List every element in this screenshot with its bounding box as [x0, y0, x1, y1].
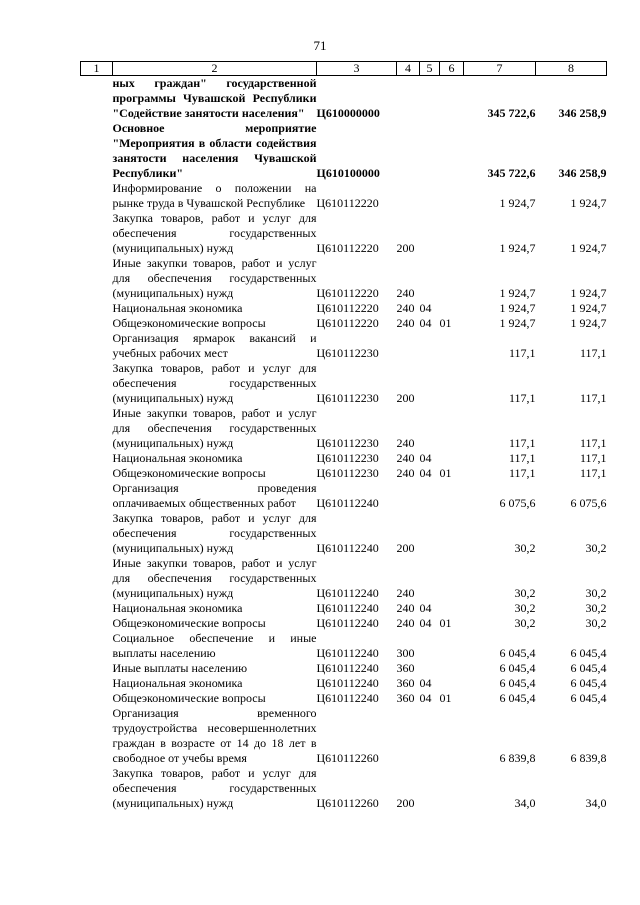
cell-target-code: Ц610112240	[316, 541, 379, 555]
table-row	[81, 211, 607, 256]
table-row	[81, 76, 607, 122]
cell-expense-type: 240	[396, 601, 415, 615]
cell-name: Закупка товаров, работ и услуг для обеспечения государственных (муниципальных) нужд	[112, 511, 317, 555]
cell-amount-col8: 117,1	[579, 466, 607, 480]
table-row	[81, 616, 607, 631]
column-header: 2	[113, 62, 317, 76]
cell-section	[420, 511, 440, 556]
cell-target-code: Ц610112220	[316, 301, 379, 315]
cell-amount-col7: 6 045,4	[499, 646, 536, 660]
cell-amount-col7: 345 722,6	[487, 166, 536, 180]
cell-subsection	[440, 451, 464, 466]
cell-expense-type: 300	[396, 646, 415, 660]
cell-amount-col7: 117,1	[508, 346, 536, 360]
cell-expense-type: 200	[396, 796, 415, 810]
cell-amount-col7: 345 722,6	[487, 106, 536, 120]
cell-name: Социальное обеспечение и иные выплаты населению	[112, 631, 317, 660]
cell-index	[81, 766, 113, 811]
table-row	[81, 766, 607, 811]
cell-name: Национальная экономика	[112, 676, 243, 690]
cell-amount-col7: 34,0	[514, 796, 536, 810]
cell-amount-col8: 117,1	[579, 346, 607, 360]
cell-amount-col8: 6 045,4	[570, 691, 607, 705]
cell-subsection	[440, 601, 464, 616]
cell-expense-type	[397, 76, 420, 122]
cell-index	[81, 361, 113, 406]
cell-name: Организация проведения оплачиваемых общественных работ	[112, 481, 317, 510]
cell-index	[81, 481, 113, 511]
cell-amount-col7: 117,1	[508, 466, 536, 480]
cell-amount-col7: 30,2	[514, 616, 536, 630]
cell-subsection	[440, 301, 464, 316]
cell-index	[81, 691, 113, 706]
table-row	[81, 706, 607, 766]
cell-name: Иные закупки товаров, работ и услуг для обеспечения государственных (муниципальных) нужд	[112, 256, 317, 300]
cell-section	[420, 76, 440, 122]
cell-subsection	[440, 676, 464, 691]
cell-section	[420, 481, 440, 511]
cell-expense-type	[397, 181, 420, 211]
cell-subsection	[440, 481, 464, 511]
cell-target-code: Ц610112240	[316, 586, 379, 600]
cell-subsection: 01	[439, 691, 452, 705]
cell-section: 04	[419, 466, 432, 480]
cell-index	[81, 406, 113, 451]
cell-index	[81, 316, 113, 331]
cell-name: Иные закупки товаров, работ и услуг для обеспечения государственных (муниципальных) нужд	[112, 406, 317, 450]
cell-name: Национальная экономика	[112, 601, 243, 615]
cell-subsection	[440, 211, 464, 256]
cell-subsection	[440, 661, 464, 676]
table-row	[81, 481, 607, 511]
cell-index	[81, 76, 113, 122]
table-row	[81, 181, 607, 211]
column-header: 6	[440, 62, 464, 76]
cell-name: Общеэкономические вопросы	[112, 316, 266, 330]
cell-subsection	[440, 121, 464, 181]
cell-section	[420, 661, 440, 676]
column-header: 5	[420, 62, 440, 76]
cell-section	[420, 121, 440, 181]
table-row	[81, 466, 607, 481]
cell-target-code: Ц610112240	[316, 691, 379, 705]
cell-subsection	[440, 766, 464, 811]
cell-amount-col7: 117,1	[508, 391, 536, 405]
cell-name: Национальная экономика	[112, 451, 243, 465]
cell-subsection	[440, 361, 464, 406]
table-row	[81, 256, 607, 301]
cell-index	[81, 451, 113, 466]
cell-amount-col8: 117,1	[579, 391, 607, 405]
column-header: 1	[81, 62, 113, 76]
cell-target-code: Ц610112240	[316, 601, 379, 615]
cell-name: Организация ярмарок вакансий и учебных рабочих мест	[112, 331, 317, 360]
table-row	[81, 301, 607, 316]
page-number: 71	[313, 38, 327, 53]
cell-subsection: 01	[439, 466, 452, 480]
cell-section	[420, 331, 440, 361]
cell-amount-col7: 6 045,4	[499, 676, 536, 690]
cell-target-code: Ц610000000	[316, 106, 380, 120]
cell-amount-col8: 30,2	[585, 586, 607, 600]
column-header: 8	[536, 62, 607, 76]
cell-amount-col8: 1 924,7	[570, 316, 607, 330]
cell-expense-type: 360	[396, 661, 415, 675]
cell-amount-col8: 6 075,6	[570, 496, 607, 510]
cell-amount-col8: 117,1	[579, 436, 607, 450]
cell-section: 04	[419, 301, 432, 315]
cell-section: 04	[419, 451, 432, 465]
cell-amount-col7: 6 045,4	[499, 661, 536, 675]
cell-amount-col7: 30,2	[514, 586, 536, 600]
cell-expense-type: 200	[396, 241, 415, 255]
cell-name: Иные выплаты населению	[112, 661, 248, 675]
column-header: 3	[317, 62, 397, 76]
column-header: 4	[397, 62, 420, 76]
cell-amount-col8: 6 839,8	[570, 751, 607, 765]
cell-target-code: Ц610112220	[316, 196, 379, 210]
cell-target-code: Ц610112240	[316, 616, 379, 630]
table-row	[81, 451, 607, 466]
cell-section	[420, 181, 440, 211]
cell-amount-col7: 1 924,7	[499, 196, 536, 210]
cell-expense-type: 240	[396, 466, 415, 480]
cell-name: Закупка товаров, работ и услуг для обеспечения государственных (муниципальных) нужд	[112, 211, 317, 255]
cell-index	[81, 181, 113, 211]
cell-name: Закупка товаров, работ и услуг для обеспечения государственных (муниципальных) нужд	[112, 361, 317, 405]
cell-index	[81, 466, 113, 481]
table-row	[81, 691, 607, 706]
cell-name: Общеэкономические вопросы	[112, 691, 266, 705]
cell-name: Общеэкономические вопросы	[112, 466, 266, 480]
cell-index	[81, 301, 113, 316]
cell-amount-col8: 1 924,7	[570, 241, 607, 255]
cell-section: 04	[419, 316, 432, 330]
cell-amount-col8: 30,2	[585, 616, 607, 630]
cell-amount-col8: 6 045,4	[570, 646, 607, 660]
cell-index	[81, 601, 113, 616]
cell-index	[81, 511, 113, 556]
cell-expense-type: 240	[396, 451, 415, 465]
cell-target-code: Ц610112220	[316, 316, 379, 330]
cell-amount-col8: 1 924,7	[570, 196, 607, 210]
cell-index	[81, 121, 113, 181]
cell-index	[81, 661, 113, 676]
cell-amount-col7: 1 924,7	[499, 286, 536, 300]
cell-expense-type: 240	[396, 586, 415, 600]
cell-subsection: 01	[439, 616, 452, 630]
table-row	[81, 676, 607, 691]
cell-name: Национальная экономика	[112, 301, 243, 315]
column-header: 7	[464, 62, 536, 76]
cell-section	[420, 556, 440, 601]
cell-subsection	[440, 256, 464, 301]
cell-amount-col8: 30,2	[585, 541, 607, 555]
cell-expense-type: 240	[396, 616, 415, 630]
cell-section	[420, 406, 440, 451]
cell-target-code: Ц610112220	[316, 241, 379, 255]
cell-amount-col7: 30,2	[514, 541, 536, 555]
cell-subsection	[440, 76, 464, 122]
cell-target-code: Ц610112230	[316, 436, 379, 450]
cell-section: 04	[419, 616, 432, 630]
cell-subsection	[440, 406, 464, 451]
cell-section	[420, 211, 440, 256]
cell-amount-col7: 30,2	[514, 601, 536, 615]
cell-amount-col7: 6 839,8	[499, 751, 536, 765]
cell-expense-type: 240	[396, 286, 415, 300]
cell-amount-col8: 346 258,9	[558, 166, 607, 180]
table-row	[81, 601, 607, 616]
table-row	[81, 316, 607, 331]
cell-section	[420, 361, 440, 406]
cell-section: 04	[419, 601, 432, 615]
cell-index	[81, 256, 113, 301]
cell-name: Информирование о положении на рынке труда в Чувашской Республике	[112, 181, 317, 210]
cell-name: Закупка товаров, работ и услуг для обеспечения государственных (муниципальных) нужд	[112, 766, 317, 810]
cell-subsection	[440, 511, 464, 556]
cell-expense-type	[397, 481, 420, 511]
table-header-row	[81, 62, 607, 76]
cell-expense-type: 200	[396, 391, 415, 405]
cell-subsection	[440, 181, 464, 211]
cell-amount-col7: 1 924,7	[499, 316, 536, 330]
table-body	[81, 76, 607, 812]
cell-expense-type	[397, 331, 420, 361]
table-row	[81, 361, 607, 406]
cell-expense-type	[397, 121, 420, 181]
cell-target-code: Ц610100000	[316, 166, 380, 180]
table-row	[81, 406, 607, 451]
cell-section	[420, 256, 440, 301]
cell-target-code: Ц610112240	[316, 646, 379, 660]
cell-index	[81, 631, 113, 661]
cell-name: Общеэкономические вопросы	[112, 616, 266, 630]
cell-expense-type	[397, 706, 420, 766]
cell-amount-col7: 6 045,4	[499, 691, 536, 705]
table-row	[81, 556, 607, 601]
budget-table	[80, 61, 607, 811]
cell-amount-col7: 117,1	[508, 451, 536, 465]
cell-subsection	[440, 331, 464, 361]
cell-section	[420, 706, 440, 766]
cell-amount-col8: 117,1	[579, 451, 607, 465]
cell-target-code: Ц610112260	[316, 751, 379, 765]
cell-index	[81, 616, 113, 631]
cell-amount-col7: 117,1	[508, 436, 536, 450]
cell-name: Иные закупки товаров, работ и услуг для обеспечения государственных (муниципальных) нужд	[112, 556, 317, 600]
table-row	[81, 121, 607, 181]
cell-expense-type: 240	[396, 316, 415, 330]
cell-target-code: Ц610112260	[316, 796, 379, 810]
cell-index	[81, 556, 113, 601]
cell-subsection	[440, 706, 464, 766]
cell-target-code: Ц610112230	[316, 466, 379, 480]
table-row	[81, 331, 607, 361]
cell-amount-col8: 30,2	[585, 601, 607, 615]
cell-index	[81, 211, 113, 256]
cell-target-code: Ц610112220	[316, 286, 379, 300]
cell-amount-col7: 1 924,7	[499, 241, 536, 255]
cell-amount-col8: 346 258,9	[558, 106, 607, 120]
cell-amount-col7: 6 075,6	[499, 496, 536, 510]
cell-target-code: Ц610112240	[316, 676, 379, 690]
cell-amount-col8: 6 045,4	[570, 676, 607, 690]
cell-expense-type: 240	[396, 436, 415, 450]
cell-target-code: Ц610112230	[316, 451, 379, 465]
cell-amount-col8: 1 924,7	[570, 286, 607, 300]
cell-target-code: Ц610112230	[316, 346, 379, 360]
cell-index	[81, 706, 113, 766]
cell-subsection	[440, 631, 464, 661]
table-row	[81, 631, 607, 661]
cell-amount-col7: 1 924,7	[499, 301, 536, 315]
cell-amount-col8: 6 045,4	[570, 661, 607, 675]
cell-index	[81, 331, 113, 361]
cell-section: 04	[419, 691, 432, 705]
cell-expense-type: 200	[396, 541, 415, 555]
cell-amount-col8: 1 924,7	[570, 301, 607, 315]
cell-expense-type: 240	[396, 301, 415, 315]
cell-name: ных граждан" государственной программы Чувашской Республики "Содействие занятости населения"	[112, 76, 317, 120]
cell-index	[81, 676, 113, 691]
cell-section	[420, 631, 440, 661]
cell-subsection	[440, 556, 464, 601]
cell-target-code: Ц610112240	[316, 661, 379, 675]
cell-section: 04	[419, 676, 432, 690]
cell-section	[420, 766, 440, 811]
cell-expense-type: 360	[396, 676, 415, 690]
cell-subsection: 01	[439, 316, 452, 330]
cell-expense-type: 360	[396, 691, 415, 705]
cell-name: Организация временного трудоустройства несовершеннолетних граждан в возрасте от 14 до 18 лет в свободное от учебы время	[112, 706, 317, 765]
table-row	[81, 661, 607, 676]
table-row	[81, 511, 607, 556]
cell-name: Основное мероприятие "Мероприятия в области содействия занятости населения Чувашской Республики"	[112, 121, 317, 180]
cell-target-code: Ц610112240	[316, 496, 379, 510]
cell-target-code: Ц610112230	[316, 391, 379, 405]
cell-amount-col8: 34,0	[585, 796, 607, 810]
